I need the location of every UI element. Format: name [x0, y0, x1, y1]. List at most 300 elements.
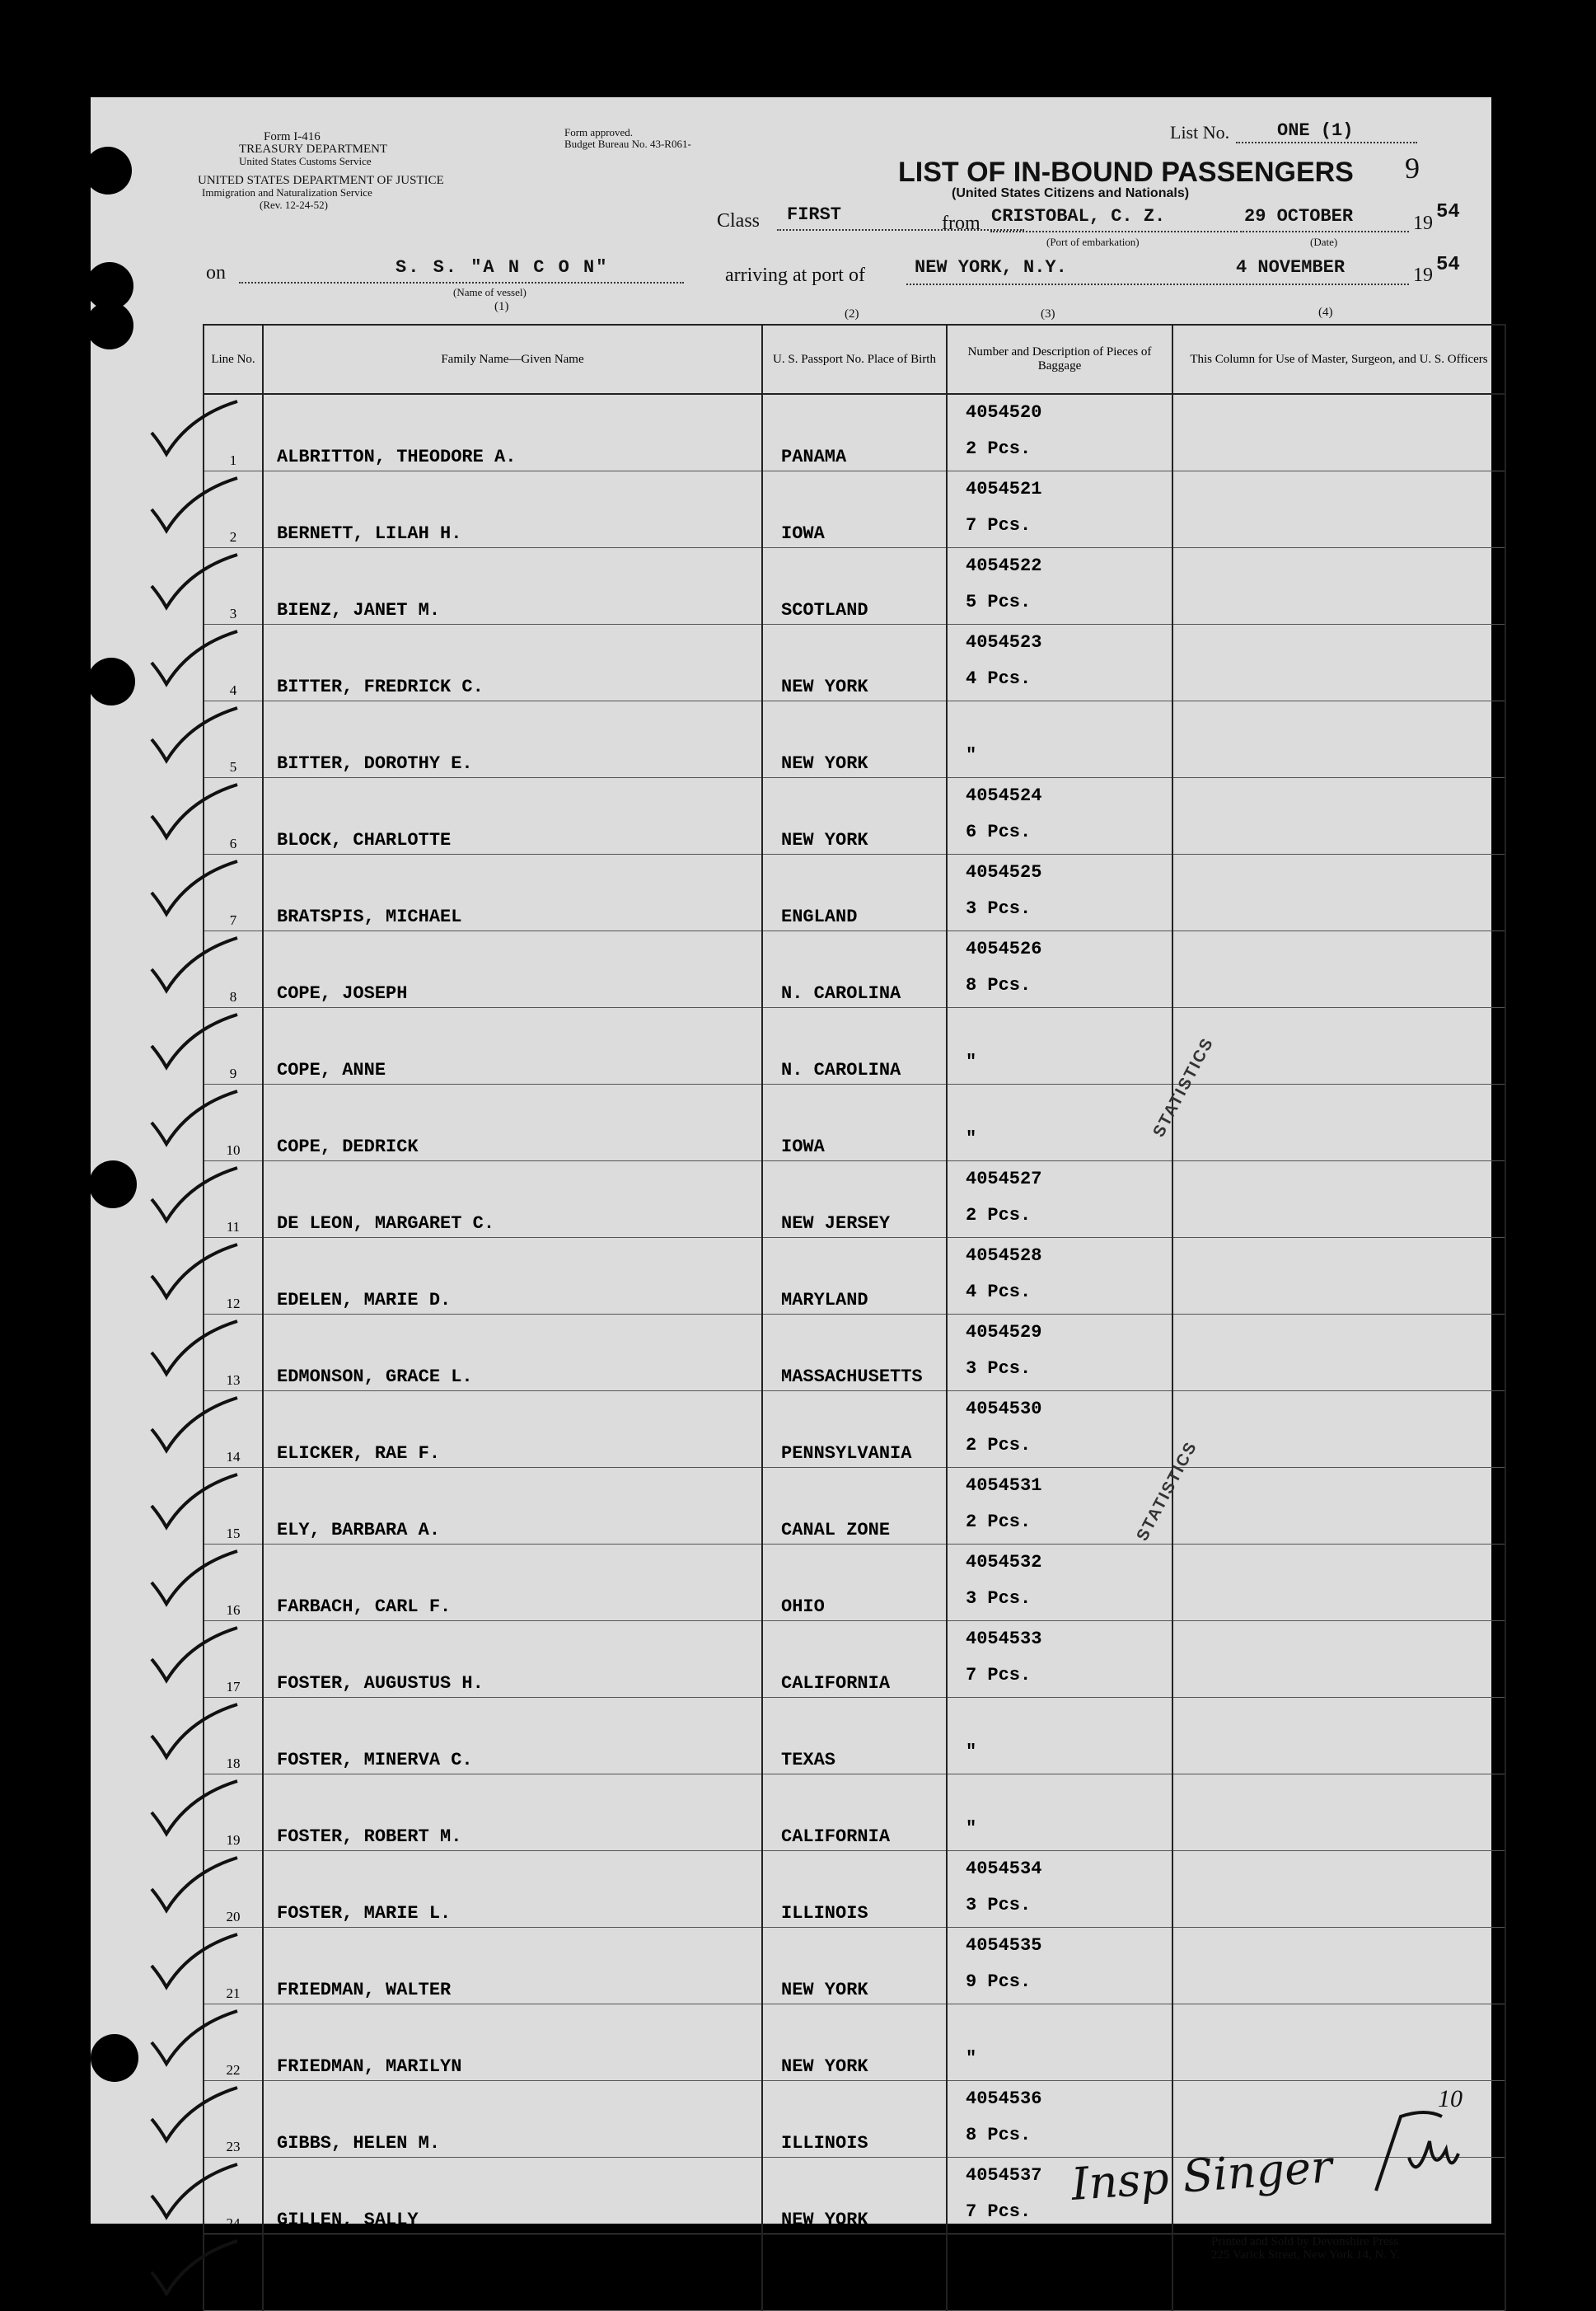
checkmark-icon: [148, 1703, 239, 1762]
place-of-birth: TEXAS: [762, 1698, 947, 1774]
baggage-pieces: ": [966, 1052, 977, 1072]
baggage-number: 4054525: [966, 862, 1042, 883]
passenger-table: [203, 324, 1506, 2311]
line-number: [204, 1621, 263, 1698]
checkmark-icon: [148, 1856, 239, 1915]
baggage-pieces: 5 Pcs.: [966, 2278, 1032, 2299]
table-row: [204, 548, 1505, 625]
passenger-name: FRIEDMAN, WALTER: [263, 1928, 762, 2004]
arrival-port: NEW YORK, N.Y.: [915, 257, 1067, 278]
baggage-number: [966, 1774, 1172, 1811]
table-row: [204, 1161, 1505, 1238]
line-number: [204, 2234, 263, 2311]
col-index-2: (2): [845, 307, 859, 321]
baggage-cell: [947, 1161, 1172, 1238]
place-of-birth: IOWA: [762, 471, 947, 548]
table-row: [204, 855, 1505, 931]
line-number: [204, 855, 263, 931]
place-of-birth: N. CAROLINA: [762, 931, 947, 1008]
officer-use-cell: [1172, 1391, 1505, 1468]
line-number-text: 17: [226, 1679, 241, 1695]
baggage-number: 4054524: [966, 785, 1042, 806]
baggage-pieces: ": [966, 1818, 977, 1839]
baggage-pieces: ": [966, 1741, 977, 1762]
place-of-birth: ILLINOIS: [762, 2081, 947, 2158]
table-row: [204, 394, 1505, 471]
baggage-pieces: ": [966, 2048, 977, 2069]
punch-hole: [86, 302, 133, 349]
line-number: [204, 1928, 263, 2004]
checkmark-icon: [148, 1243, 239, 1302]
table-row: [204, 1928, 1505, 2004]
baggage-pieces: 5 Pcs.: [966, 592, 1032, 612]
line-number-text: 18: [226, 1756, 241, 1771]
line-number: [204, 1698, 263, 1774]
col-line-header: Line No.: [204, 325, 263, 394]
table-row: [204, 1851, 1505, 1928]
col-index-1: (1): [494, 300, 509, 313]
place-of-birth: CALIFORNIA: [762, 1621, 947, 1698]
line-number-text: 1: [229, 452, 237, 468]
checkmark-icon: [148, 1933, 239, 1992]
from-date: 29 OCTOBER: [1244, 206, 1354, 227]
place-of-birth: CANAL ZONE: [762, 1468, 947, 1545]
place-of-birth: NEW YORK: [762, 2158, 947, 2234]
baggage-cell: [947, 855, 1172, 931]
form-title: LIST OF IN-BOUND PASSENGERS: [898, 157, 1354, 188]
line-number: [204, 548, 263, 625]
baggage-number: 4054532: [966, 1552, 1042, 1573]
place-of-birth: NEW YORK: [762, 778, 947, 855]
col-baggage-header: Number and Description of Pieces of Baggage: [947, 325, 1172, 394]
year-2: 54: [1436, 254, 1460, 276]
baggage-number: 4054536: [966, 2088, 1042, 2109]
justice-dept: UNITED STATES DEPARTMENT OF JUSTICE: [198, 174, 444, 187]
line-number: [204, 2004, 263, 2081]
baggage-cell: [947, 471, 1172, 548]
baggage-cell: [947, 2234, 1172, 2311]
class-line: [777, 229, 1024, 231]
table-row: [204, 1621, 1505, 1698]
line-number: [204, 1085, 263, 1161]
passenger-name: FOSTER, MARIE L.: [263, 1851, 762, 1928]
baggage-pieces: ": [966, 1128, 977, 1149]
line-number: [204, 1315, 263, 1391]
col-index-4: (4): [1318, 306, 1333, 319]
statistics-stamp: STATISTICS: [1133, 1438, 1201, 1545]
line-number: [204, 1161, 263, 1238]
officer-use-cell: [1172, 1161, 1505, 1238]
initials-number: 10: [1438, 2085, 1463, 2112]
officer-use-cell: [1172, 471, 1505, 548]
officer-use-cell: [1172, 1315, 1505, 1391]
line-number-text: 11: [226, 1219, 241, 1235]
statistics-stamp: STATISTICS: [1149, 1034, 1218, 1141]
checkmark-icon: [148, 783, 239, 842]
baggage-cell: [947, 1928, 1172, 2004]
passenger-name: FOSTER, MINERVA C.: [263, 1698, 762, 1774]
baggage-pieces: 4 Pcs.: [966, 668, 1032, 689]
table-row: [204, 1545, 1505, 1621]
passenger-name: FOSTER, ROBERT M.: [263, 1774, 762, 1851]
baggage-pieces: 2 Pcs.: [966, 1512, 1032, 1532]
baggage-number: 4054526: [966, 939, 1042, 959]
baggage-number: 4054534: [966, 1859, 1042, 1879]
line-number-text: 16: [226, 1602, 241, 1618]
baggage-cell: [947, 1391, 1172, 1468]
baggage-cell: [947, 1774, 1172, 1851]
baggage-cell: [947, 2081, 1172, 2158]
baggage-cell: [947, 1545, 1172, 1621]
checkmark-icon: [148, 1013, 239, 1072]
form-revision: (Rev. 12-24-52): [260, 199, 328, 211]
checkmark-icon: [148, 1396, 239, 1456]
arriving-label: arriving at port of: [725, 265, 865, 286]
line-number: [204, 1851, 263, 1928]
table-row: [204, 1085, 1505, 1161]
budget-bureau: Budget Bureau No. 43-R061-: [564, 138, 691, 150]
place-of-birth: NEW YORK: [762, 625, 947, 701]
baggage-number: 4054523: [966, 632, 1042, 653]
baggage-number: [966, 2004, 1172, 2041]
on-label: on: [206, 262, 226, 284]
col-name-header: Family Name—Given Name: [263, 325, 762, 394]
checkmark-icon: [148, 936, 239, 996]
officer-use-cell: [1172, 1621, 1505, 1698]
from-label: from: [942, 213, 981, 234]
arrival-line: [906, 284, 1409, 285]
from-port: CRISTOBAL, C. Z.: [991, 206, 1166, 227]
line-number: [204, 931, 263, 1008]
passenger-name: BLOCK, CHARLOTTE: [263, 778, 762, 855]
place-of-birth: MARYLAND: [762, 1238, 947, 1315]
line-number: [204, 2081, 263, 2158]
checkmark-icon: [148, 1779, 239, 1839]
vessel-caption: (Name of vessel): [453, 286, 527, 298]
officer-use-cell: [1172, 2004, 1505, 2081]
line-number: [204, 1008, 263, 1085]
line-number-text: 25: [226, 2292, 241, 2308]
baggage-pieces: 3 Pcs.: [966, 1895, 1032, 1915]
passenger-name: GILLILAND, ESTELLE: [263, 2234, 762, 2311]
passenger-name: ELICKER, RAE F.: [263, 1391, 762, 1468]
place-of-birth: PENNSYLVANIA: [762, 1391, 947, 1468]
passenger-name: EDMONSON, GRACE L.: [263, 1315, 762, 1391]
year-prefix-2: 19: [1413, 265, 1433, 286]
passenger-name: BRATSPIS, MICHAEL: [263, 855, 762, 931]
passenger-name: COPE, DEDRICK: [263, 1085, 762, 1161]
line-number-text: 12: [226, 1296, 241, 1311]
checkmark-icon: [148, 2009, 239, 2069]
baggage-pieces: 2 Pcs.: [966, 438, 1032, 459]
baggage-cell: [947, 701, 1172, 778]
table-row: [204, 625, 1505, 701]
table-row: [204, 701, 1505, 778]
page-number: 9: [1405, 152, 1420, 185]
line-number: [204, 1468, 263, 1545]
table-row: [204, 778, 1505, 855]
line-number: [204, 2158, 263, 2234]
baggage-pieces: 3 Pcs.: [966, 1588, 1032, 1609]
baggage-pieces: 7 Pcs.: [966, 1665, 1032, 1685]
officer-use-cell: [1172, 394, 1505, 471]
baggage-pieces: 6 Pcs.: [966, 822, 1032, 842]
checkmark-icon: [148, 1626, 239, 1685]
baggage-pieces: ": [966, 745, 977, 766]
place-of-birth: NEW JERSEY: [762, 1161, 947, 1238]
place-of-birth: CALIFORNIA: [762, 1774, 947, 1851]
baggage-number: 4054520: [966, 402, 1042, 423]
baggage-pieces: 3 Pcs.: [966, 898, 1032, 919]
place-of-birth: OHIO: [762, 1545, 947, 1621]
officer-use-cell: [1172, 1698, 1505, 1774]
line-number: [204, 1774, 263, 1851]
from-date-line: [1240, 231, 1409, 232]
officer-use-cell: [1172, 778, 1505, 855]
passenger-name: BERNETT, LILAH H.: [263, 471, 762, 548]
place-of-birth: NEW JERSEY: [762, 2234, 947, 2311]
baggage-pieces: 2 Pcs.: [966, 1205, 1032, 1226]
year-prefix-1: 19: [1413, 213, 1433, 234]
line-number: [204, 625, 263, 701]
place-of-birth: NEW YORK: [762, 1928, 947, 2004]
list-no-label: List No.: [1170, 122, 1230, 143]
line-number: [204, 471, 263, 548]
table-row: [204, 1468, 1505, 1545]
line-number: [204, 1238, 263, 1315]
place-of-birth: N. CAROLINA: [762, 1008, 947, 1085]
line-number-text: 6: [229, 836, 237, 851]
line-number-text: 15: [226, 1526, 241, 1541]
checkmark-icon: [148, 2239, 239, 2299]
baggage-number: 4054530: [966, 1399, 1042, 1419]
officer-use-cell: [1172, 1851, 1505, 1928]
table-row: [204, 1698, 1505, 1774]
line-number-text: 5: [229, 759, 237, 775]
table-row: [204, 1238, 1505, 1315]
form-number: Form I-416: [264, 130, 321, 143]
passenger-rows: [204, 394, 1505, 2311]
checkmark-icon: [148, 476, 239, 536]
officer-use-cell: [1172, 1238, 1505, 1315]
table-row: [204, 1774, 1505, 1851]
passenger-name: EDELEN, MARIE D.: [263, 1238, 762, 1315]
passenger-name: GIBBS, HELEN M.: [263, 2081, 762, 2158]
passenger-name: BITTER, DOROTHY E.: [263, 701, 762, 778]
checkmark-icon: [148, 2163, 239, 2222]
line-number-text: 21: [226, 1985, 241, 2001]
line-number-text: 2: [229, 529, 237, 545]
baggage-pieces: 8 Pcs.: [966, 2125, 1032, 2145]
checkmark-icon: [148, 1549, 239, 1609]
embark-caption: (Port of embarkation): [1046, 236, 1140, 248]
baggage-number: 4054522: [966, 555, 1042, 576]
baggage-number: 4054537: [966, 2165, 1042, 2186]
baggage-number: 4054535: [966, 1935, 1042, 1956]
officer-use-cell: [1172, 548, 1505, 625]
line-number: [204, 778, 263, 855]
baggage-number: 4054531: [966, 1475, 1042, 1496]
checkmark-icon: [148, 400, 239, 459]
baggage-pieces: 2 Pcs.: [966, 1435, 1032, 1456]
place-of-birth: ILLINOIS: [762, 1851, 947, 1928]
col-passport-header: U. S. Passport No. Place of Birth: [762, 325, 947, 394]
baggage-number: [966, 1698, 1172, 1734]
line-number-text: 10: [226, 1142, 241, 1158]
baggage-number: [966, 701, 1172, 738]
passenger-name: GILLEN, SALLY: [263, 2158, 762, 2234]
baggage-pieces: 4 Pcs.: [966, 1282, 1032, 1302]
baggage-pieces: 8 Pcs.: [966, 975, 1032, 996]
baggage-number: 4054538: [966, 2242, 1042, 2262]
place-of-birth: PANAMA: [762, 394, 947, 471]
baggage-number: [966, 1085, 1172, 1121]
ins-service: Immigration and Naturalization Service: [202, 186, 372, 199]
printer-line-2: 225 Varick Street, New York 14, N. Y.: [1211, 2248, 1400, 2262]
baggage-pieces: 3 Pcs.: [966, 1358, 1032, 1379]
punch-hole: [84, 147, 132, 195]
line-number-text: 3: [229, 606, 237, 621]
line-number-text: 7: [229, 912, 237, 928]
list-no-value: ONE (1): [1277, 120, 1354, 141]
vessel-line: [239, 282, 684, 284]
line-number-text: 14: [226, 1449, 241, 1465]
passenger-name: FARBACH, CARL F.: [263, 1545, 762, 1621]
baggage-pieces: 7 Pcs.: [966, 2201, 1032, 2222]
arrival-date: 4 NOVEMBER: [1236, 257, 1346, 278]
inspector-signature: Insp Singer: [1069, 2140, 1334, 2210]
baggage-cell: [947, 1698, 1172, 1774]
passenger-name: ELY, BARBARA A.: [263, 1468, 762, 1545]
year-1: 54: [1436, 201, 1460, 223]
line-number-text: 9: [229, 1066, 237, 1081]
line-number: [204, 1545, 263, 1621]
line-number: [204, 394, 263, 471]
baggage-cell: [947, 778, 1172, 855]
line-number-text: 13: [226, 1372, 241, 1388]
place-of-birth: NEW YORK: [762, 701, 947, 778]
treasury-dept: TREASURY DEPARTMENT: [239, 143, 388, 156]
baggage-cell: [947, 1851, 1172, 1928]
baggage-cell: [947, 625, 1172, 701]
line-number: [204, 1391, 263, 1468]
baggage-cell: [947, 1008, 1172, 1085]
baggage-number: 4054527: [966, 1169, 1042, 1189]
place-of-birth: ENGLAND: [762, 855, 947, 931]
officer-use-cell: [1172, 1468, 1505, 1545]
checkmark-icon: [148, 706, 239, 766]
passenger-name: BIENZ, JANET M.: [263, 548, 762, 625]
line-number-text: 20: [226, 1909, 241, 1924]
checkmark-icon: [148, 1166, 239, 1226]
checkmark-icon: [148, 860, 239, 919]
table-row: [204, 931, 1505, 1008]
officer-use-cell: [1172, 1085, 1505, 1161]
checkmark-icon: [148, 553, 239, 612]
line-number-text: 8: [229, 989, 237, 1005]
punch-hole: [87, 658, 135, 705]
line-number-text: 4: [229, 682, 237, 698]
line-number: [204, 701, 263, 778]
baggage-cell: [947, 1315, 1172, 1391]
baggage-number: 4054521: [966, 479, 1042, 499]
checkmark-icon: [148, 1090, 239, 1149]
passenger-name: FRIEDMAN, MARILYN: [263, 2004, 762, 2081]
class-label: Class: [717, 210, 761, 232]
checkmark-icon: [148, 2086, 239, 2145]
officer-use-cell: [1172, 855, 1505, 931]
table-row: [204, 1391, 1505, 1468]
baggage-pieces: 9 Pcs.: [966, 1971, 1032, 1992]
place-of-birth: SCOTLAND: [762, 548, 947, 625]
officer-use-cell: [1172, 1928, 1505, 2004]
table-row: [204, 2004, 1505, 2081]
punch-hole: [91, 2034, 138, 2082]
line-number-text: 24: [226, 2215, 241, 2231]
table-row: [204, 1008, 1505, 1085]
place-of-birth: NEW YORK: [762, 2004, 947, 2081]
baggage-cell: [947, 2004, 1172, 2081]
col-index-3: (3): [1041, 307, 1055, 321]
col-officers-header: This Column for Use of Master, Surgeon, and U. S. Officers: [1172, 325, 1505, 394]
baggage-number: 4054528: [966, 1245, 1042, 1266]
manifest-page: [91, 97, 1491, 2308]
line-number-text: 19: [226, 1832, 241, 1848]
baggage-pieces: 7 Pcs.: [966, 515, 1032, 536]
officer-use-cell: [1172, 931, 1505, 1008]
baggage-cell: [947, 1085, 1172, 1161]
passenger-name: BITTER, FREDRICK C.: [263, 625, 762, 701]
baggage-number: 4054529: [966, 1322, 1042, 1343]
baggage-cell: [947, 1238, 1172, 1315]
officer-use-cell: [1172, 1774, 1505, 1851]
officer-use-cell: [1172, 701, 1505, 778]
passenger-name: COPE, JOSEPH: [263, 931, 762, 1008]
printer-line-1: Printed and Sold by Devonshire Press: [1211, 2235, 1399, 2248]
line-number-text: 23: [226, 2139, 241, 2154]
date-caption: (Date): [1310, 236, 1338, 248]
list-no-line: [1236, 142, 1417, 143]
passenger-name: FOSTER, AUGUSTUS H.: [263, 1621, 762, 1698]
table-row: [204, 471, 1505, 548]
baggage-number: 4054533: [966, 1629, 1042, 1649]
place-of-birth: MASSACHUSETTS: [762, 1315, 947, 1391]
passenger-name: COPE, ANNE: [263, 1008, 762, 1085]
baggage-cell: [947, 394, 1172, 471]
from-line: [990, 231, 1238, 232]
officer-use-cell: [1172, 1008, 1505, 1085]
officer-use-cell: [1172, 1545, 1505, 1621]
checkmark-icon: [148, 1320, 239, 1379]
class-value: FIRST: [787, 204, 842, 225]
passenger-name: DE LEON, MARGARET C.: [263, 1161, 762, 1238]
form-approved: Form approved.: [564, 126, 634, 138]
line-number-text: 22: [226, 2062, 241, 2078]
punch-hole: [89, 1160, 137, 1208]
table-row: [204, 1315, 1505, 1391]
passenger-name: ALBRITTON, THEODORE A.: [263, 394, 762, 471]
place-of-birth: IOWA: [762, 1085, 947, 1161]
baggage-cell: [947, 931, 1172, 1008]
baggage-cell: [947, 548, 1172, 625]
customs-service: United States Customs Service: [239, 155, 372, 167]
baggage-cell: [947, 1621, 1172, 1698]
checkmark-icon: [148, 630, 239, 689]
checkmark-icon: [148, 1473, 239, 1532]
baggage-number: [966, 1008, 1172, 1044]
vessel-name: S. S. "A N C O N": [395, 257, 609, 278]
officer-use-cell: [1172, 625, 1505, 701]
